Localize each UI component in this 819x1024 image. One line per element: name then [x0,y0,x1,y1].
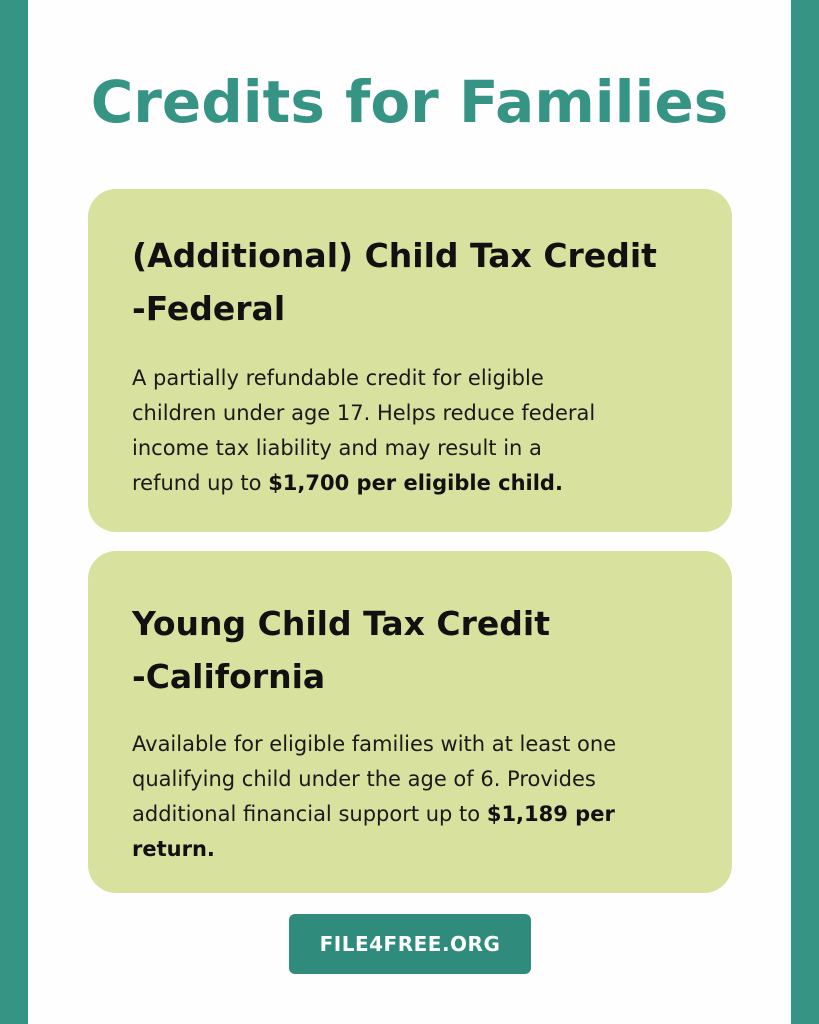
card-body-line: A partially refundable credit for eligible [132,366,544,390]
card-title-line: Young Child Tax Credit [132,604,550,643]
card-body-line: income tax liability and may result in a [132,436,542,460]
credit-amount: $1,700 per eligible child. [268,471,563,495]
card-title [132,597,702,703]
credit-amount-continued: return. [132,837,215,861]
card-body-line: refund up to [132,471,269,495]
card-title [132,229,702,335]
credit-amount: $1,189 per [486,802,615,826]
card-body-line: additional financial support up to [132,802,487,826]
card-title-line: -California [132,657,326,696]
page-title: Credits for Families [90,68,729,136]
card-description [132,727,702,867]
card-title-line: (Additional) Child Tax Credit [132,236,657,275]
card-body-line: Available for eligible families with at least one [132,732,617,756]
left-accent-bar [0,0,28,1024]
file4free-link-button[interactable]: FILE4FREE.ORG [289,914,531,974]
card-title-line: -Federal [132,289,286,328]
child-tax-credit-card [88,189,732,532]
young-child-tax-credit-card [88,551,732,893]
card-body-line: qualifying child under the age of 6. Provides [132,767,596,791]
card-body-line: children under age 17. Helps reduce federal [132,401,596,425]
card-description [132,361,702,501]
right-accent-bar [791,0,819,1024]
